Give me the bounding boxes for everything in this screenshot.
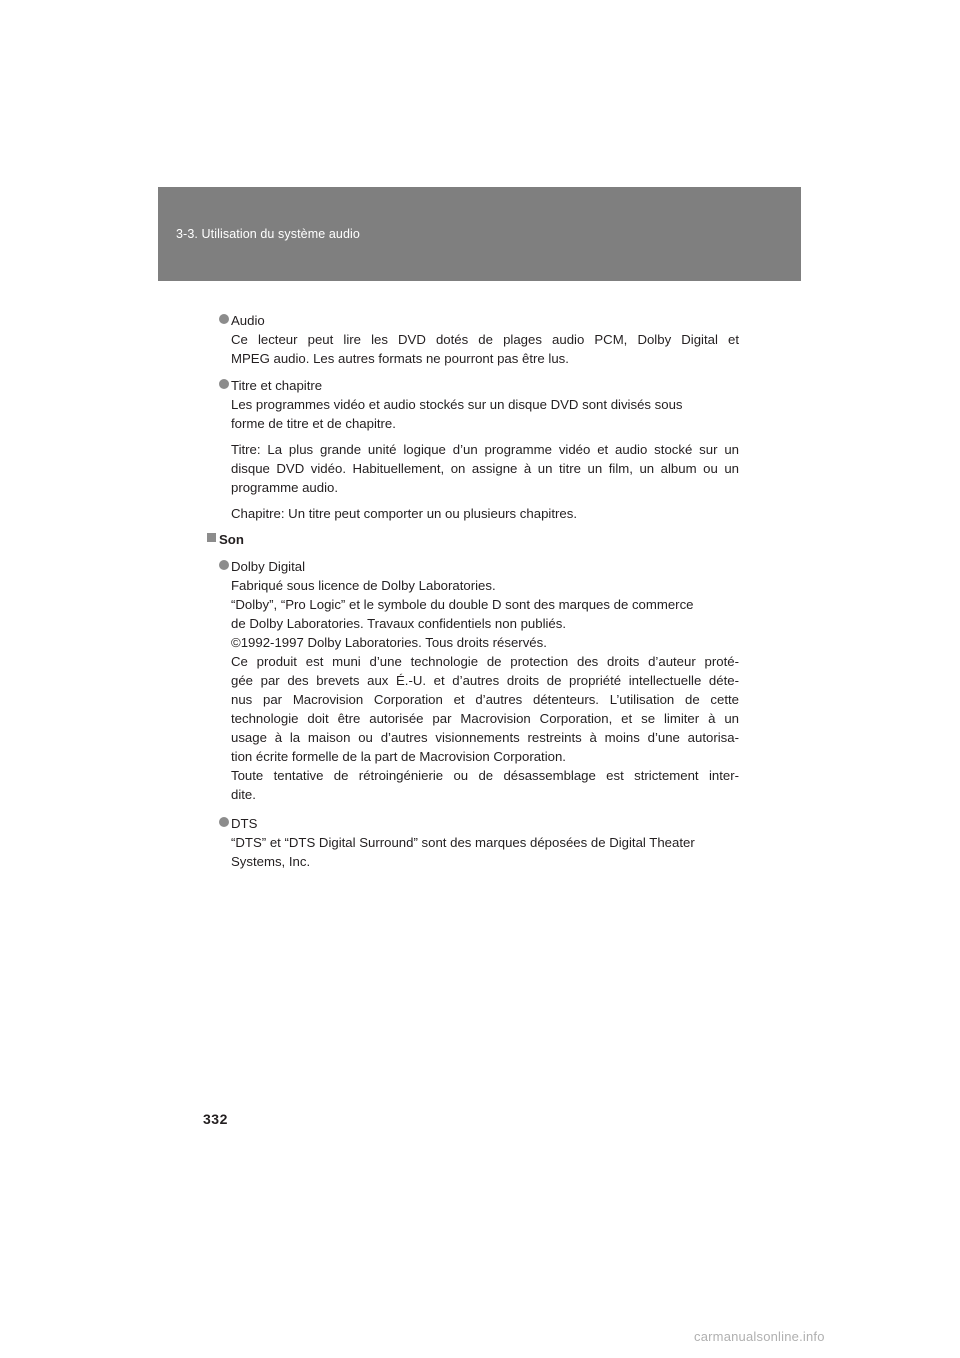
body-line: Ce produit est muni d’une technologie de protection des droits d’auteur proté- xyxy=(231,654,739,669)
body-line: Ce lecteur peut lire les DVD dotés de plages audio PCM, Dolby Digital et xyxy=(231,332,739,347)
body-line: Chapitre: Un titre peut comporter un ou plusieurs chapitres. xyxy=(231,506,577,521)
body-line: programme audio. xyxy=(231,480,339,495)
body-line: Systems, Inc. xyxy=(231,854,311,869)
square-bullet-icon xyxy=(207,533,216,542)
body-line: Les programmes vidéo et audio stockés sur un disque DVD sont divisés sous xyxy=(231,397,683,412)
body-line: gée par des brevets aux É.-U. et d’autres droits de propriété intellectuelle déte- xyxy=(231,673,739,688)
bullet-icon xyxy=(219,817,229,827)
bullet-icon xyxy=(219,379,229,389)
body-line: nus par Macrovision Corporation et d’autres détenteurs. L’utilisation de cette xyxy=(231,692,739,707)
body-line: tion écrite formelle de la part de Macrovision Corporation. xyxy=(231,749,566,764)
page-number: 332 xyxy=(203,1111,228,1127)
body-line: “Dolby”, “Pro Logic” et le symbole du double D sont des marques de commerce xyxy=(231,597,694,612)
bullet-title: DTS xyxy=(231,816,258,831)
section-title: 3-3. Utilisation du système audio xyxy=(176,227,360,241)
body-line: Titre: La plus grande unité logique d’un programme vidéo et audio stocké sur un xyxy=(231,442,739,457)
body-line: Fabriqué sous licence de Dolby Laboratories. xyxy=(231,578,496,593)
body-line: ©1992-1997 Dolby Laboratories. Tous droits réservés. xyxy=(231,635,547,650)
bullet-title: Audio xyxy=(231,313,265,328)
bullet-title: Dolby Digital xyxy=(231,559,306,574)
watermark: carmanualsonline.info xyxy=(694,1329,825,1344)
body-line: Toute tentative de rétroingénierie ou de désassemblage est strictement inter- xyxy=(231,768,739,783)
header-band xyxy=(158,187,801,281)
body-line: usage à la maison ou d’autres visionnements restreints à moins d’une autorisa- xyxy=(231,730,739,745)
bullet-title: Titre et chapitre xyxy=(231,378,323,393)
body-line: technologie doit être autorisée par Macrovision Corporation, et se limiter à un xyxy=(231,711,739,726)
body-line: de Dolby Laboratories. Travaux confidentiels non publiés. xyxy=(231,616,567,631)
subheading-son xyxy=(207,530,407,550)
body-line: forme de titre et de chapitre. xyxy=(231,416,396,431)
body-line: disque DVD vidéo. Habituellement, on assigne à un titre un film, un album ou un xyxy=(231,461,739,476)
body-line: dite. xyxy=(231,787,256,802)
bullet-icon xyxy=(219,560,229,570)
body-line: “DTS” et “DTS Digital Surround” sont des marques déposées de Digital Theater xyxy=(231,835,695,850)
subheading-label: Son xyxy=(219,532,244,547)
bullet-icon xyxy=(219,314,229,324)
body-line: MPEG audio. Les autres formats ne pourront pas être lus. xyxy=(231,351,569,366)
